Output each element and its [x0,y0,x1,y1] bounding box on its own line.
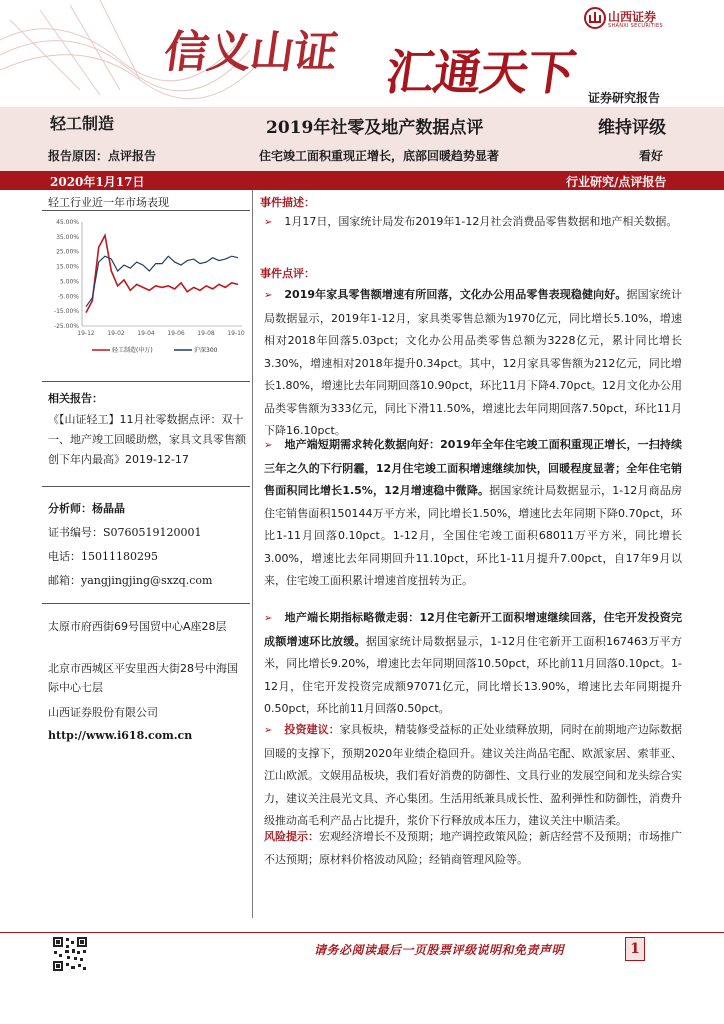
outlook: 看好 [639,149,664,163]
y-tick-label: 45.00% [56,219,79,226]
phone: 电话：15011180295 [48,550,158,563]
risk-paragraph [264,826,682,871]
event-paragraph [264,211,682,235]
paragraph-retail [264,284,682,443]
disclaimer: 请务必阅读最后一页股票评级说明和免责声明 [314,943,565,957]
certificate-number: 证书编号：S0760519120001 [48,526,202,539]
report-date: 2020年1月17日 [50,175,145,189]
bullet-arrow-icon: ➢ [264,725,273,736]
y-tick-label: -25.00% [53,323,79,330]
bullet-arrow-icon: ➢ [264,217,273,228]
divider [42,603,250,604]
report-subtitle: 住宅竣工面积重现正增长，底部回暖趋势显著 [259,149,500,163]
paragraph-housing-demand [264,434,682,593]
column-divider [252,190,253,918]
qr-code-icon [52,936,88,972]
divider [42,486,250,487]
y-tick-label: -5.00% [57,293,79,301]
report-category: 行业研究/点评报告 [566,175,667,189]
website-link[interactable]: http://www.i618.com.cn [48,729,193,742]
shanxi-securities-logo-icon [584,7,606,29]
y-tick-label: 5.00% [59,278,79,286]
paragraph-text: 据国家统计局数据显示，1-12月商品房住宅销售面积150144万平方米，同比增长1.50%，增速比去年同期下降0.70pct，环比1-11月回落0.10pct。1-12月，全国住宅竣工面积68011万平方米，同比增长3.00%，增速比去年同期回升11.10pct，环比1-11月提升7.00pct，自17年9月以来，住宅竣工面积累计增速首度扭转为正。 [264,484,682,587]
chart-title: 轻工行业近一年市场表现 [48,196,169,209]
event-text: 1月17日，国家统计局发布2019年1-12月社会消费品零售数据和地产相关数据。 [284,215,678,228]
x-tick-label: 19-12 [77,330,95,337]
paragraph-housing-longterm [264,607,682,721]
y-tick-label: 15.00% [56,263,79,271]
paragraph-lead: 地产端短期需求转化数据向好：2019年全年住宅竣工面积重现正增长，一扫持续三年之久的下行阴霾，12月住宅竣工面积增速继续加快，回暖程度显著；全年住宅销售面积同比增长1.5%，12月增速稳中微降。 [264,438,682,497]
market-performance-chart [42,214,250,366]
divider [42,210,250,211]
x-tick-label: 19-08 [197,330,215,337]
report-title: 2019年社零及地产数据点评 [266,118,484,138]
banner-slogan-left: 信义山证 [160,27,340,78]
paragraph-lead: 投资建议： [284,723,340,736]
address-taiyuan: 太原市府西街69号国贸中心A座28层 [48,620,227,633]
x-tick-label: 19-10 [227,330,245,337]
series-line-light-industry [86,235,238,312]
risk-label: 风险提示： [264,830,319,843]
brand-name: 山西证券 [608,10,657,24]
footer-rule [0,932,724,933]
related-reports-title: 相关报告： [48,392,103,405]
company-name: 山西证券股份有限公司 [48,706,158,719]
legend-label: 轻工制造(申万) [112,347,153,354]
address-beijing: 北京市西城区平安里西大街28号中海国际中心七层 [48,662,238,694]
email-link[interactable]: 邮箱：yangjingjing@sxzq.com [48,574,213,587]
y-tick-label: -15.00% [53,308,79,316]
event-heading: 事件描述： [260,196,315,209]
related-report-link[interactable]: 《【山证轻工】11月社零数据点评：双十一、地产竣工回暖助燃，家具文具零售额创下年内最高》2019-12-17 [48,413,246,466]
paragraph-lead: 地产端长期指标略微走弱：12月住宅新开工面积增速继续回落，住宅开发投资完成额增速环比放缓。 [264,611,682,648]
bullet-arrow-icon: ➢ [264,290,273,301]
banner-slogan-right: 汇通天下 [382,45,579,101]
y-tick-label: 35.00% [56,233,79,241]
doc-type: 证券研究报告 [588,91,661,105]
bullet-arrow-icon: ➢ [264,613,273,624]
comment-heading: 事件点评： [260,267,315,280]
risk-text: 宏观经济增长不及预期；地产调控政策风险；新店经营不及预期；市场推广不达预期；原材料价格波动风险；经销商管理风险等。 [264,830,682,866]
paragraph-investment [264,719,682,833]
x-tick-label: 19-04 [137,330,155,337]
paragraph-text: 家具板块，精装修受益标的正处业绩释放期，同时在前期地产边际数据回暖的支撑下，预期2020年业绩企稳回升。建议关注尚品宅配、欧派家居、索菲亚、江山欧派。文娱用品板块，我们看好消费的防御性、文具行业的发展空间和龙头综合实力，建议关注晨光文具、齐心集团。生活用纸兼具成长性、盈利弹性和防御性，消费升级推动高毛利产品占比提升，浆价下行释放成本压力，建议关注中顺洁柔。 [264,723,683,827]
x-tick-label: 19-02 [107,330,125,337]
paragraph-text: 据国家统计局数据显示，1-12月住宅新开工面积167463万平方米，同比增长9.20%，增速比去年同期回落10.50pct，环比前11月回落0.10pct。1-12月，住宅开发投资完成额97071亿元，同比增长13.90%，增速比去年同期提升0.50pct，环比前11月回落0.50pct。 [264,634,682,715]
x-tick-label: 19-06 [167,330,185,337]
series-line-csi300 [86,256,238,307]
paragraph-lead: 2019年家具零售额增速有所回落，文化办公用品零售表现稳健向好。 [284,288,627,301]
page-number: 1 [625,937,645,961]
brand-name-en: SHANXI SECURITIES [608,23,663,29]
legend-label: 沪深300 [194,347,218,354]
paragraph-text: 据国家统计局数据显示，2019年1-12月，家具类零售总额为1970亿元，同比增长5.10%，增速相对2018年回落5.03pct；文化办公用品类零售总额为3228亿元，累计同比增长3.30%，增速相对2018年提升0.34pct。其中，12月家具零售额为212亿元，同比增长1.80%，增速比去年同期回落10.90pct，环比11月下降4.70pct。12月文化办公用品类零售额为333亿元，同比下滑11.50%，增速比去年同期回落7.50pct，环比11月下降16.10pct。 [264,288,682,437]
analyst-name: 分析师：杨晶晶 [48,502,125,515]
y-tick-label: 25.00% [56,248,79,256]
industry-name: 轻工制造 [50,114,115,133]
divider [42,381,250,382]
rating: 维持评级 [598,118,666,138]
report-reason: 报告原因：点评报告 [48,149,157,163]
bullet-arrow-icon: ➢ [264,440,273,451]
